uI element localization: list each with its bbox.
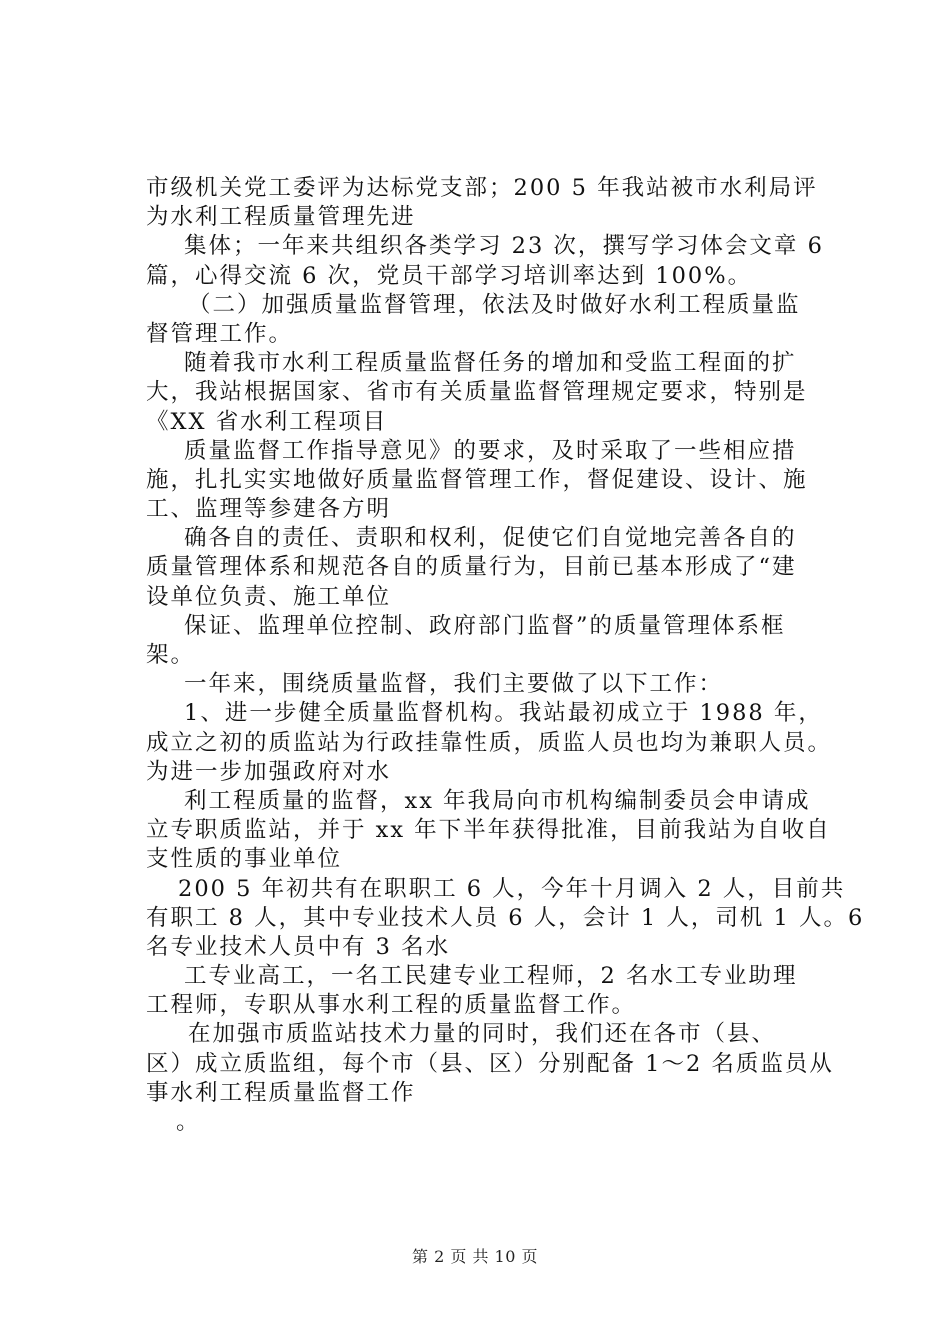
text-line: 质量管理体系和规范各自的质量行为，目前已基本形成了“建 bbox=[146, 554, 797, 581]
text-line: 《XX 省水利工程项目 bbox=[146, 408, 388, 435]
text-line: 工、监理等参建各方明 bbox=[146, 496, 392, 523]
text-line: 集体；一年来共组织各类学习 23 次，撰写学习体会文章 6 bbox=[184, 233, 824, 260]
text-line: 立专职质监站，并于 xx 年下半年获得批准，目前我站为自收自 bbox=[146, 817, 831, 844]
text-line: 有职工 8 人，其中专业技术人员 6 人，会计 1 人，司机 1 人。6 bbox=[146, 904, 865, 931]
text-line: 。 bbox=[176, 1109, 201, 1135]
text-line: 一年来，围绕质量监督，我们主要做了以下工作： bbox=[184, 671, 724, 698]
text-line: 区）成立质监组，每个市（县、区）分别配备 1～2 名质监员从 bbox=[146, 1050, 834, 1077]
text-line: 利工程质量的监督，xx 年我局向市机构编制委员会申请成 bbox=[184, 787, 811, 814]
text-line: 在加强市质监站技术力量的同时，我们还在各市（县、 bbox=[188, 1021, 777, 1048]
text-line: 事水利工程质量监督工作 bbox=[146, 1079, 416, 1106]
text-line: 支性质的事业单位 bbox=[146, 846, 343, 873]
text-line: 确各自的责任、责职和权利，促使它们自觉地完善各自的 bbox=[184, 525, 797, 552]
document-body bbox=[146, 174, 865, 1137]
text-line: 设单位负责、施工单位 bbox=[146, 583, 392, 610]
text-line: 成立之初的质监站为行政挂靠性质，质监人员也均为兼职人员。 bbox=[146, 729, 833, 756]
text-line: 大，我站根据国家、省市有关质量监督管理规定要求，特别是 bbox=[146, 379, 808, 406]
text-line: 随着我市水利工程质量监督任务的增加和受监工程面的扩 bbox=[184, 350, 797, 377]
text-line: 名专业技术人员中有 3 名水 bbox=[146, 933, 451, 960]
text-line: 篇，心得交流 6 次，党员干部学习培训率达到 100%。 bbox=[146, 262, 753, 289]
text-line: 工专业高工，一名工民建专业工程师，2 名水工专业助理 bbox=[184, 963, 798, 990]
text-line: 工程师，专职从事水利工程的质量监督工作。 bbox=[146, 992, 637, 1019]
text-line: 为水利工程质量管理先进 bbox=[146, 204, 416, 231]
text-line: 市级机关党工委评为达标党支部；200 5 年我站被市水利局评 bbox=[146, 175, 818, 201]
text-line: 架。 bbox=[146, 642, 196, 668]
text-line: 为进一步加强政府对水 bbox=[146, 758, 392, 785]
page-number-label: 第 2 页 共 10 页 bbox=[412, 1247, 538, 1266]
text-line: 督管理工作。 bbox=[146, 320, 294, 347]
text-line: （二）加强质量监督管理，依法及时做好水利工程质量监 bbox=[188, 291, 801, 318]
page-footer bbox=[0, 1244, 950, 1267]
text-line: 1、进一步健全质量监督机构。我站最初成立于 1988 年， bbox=[184, 700, 823, 727]
text-line: 200 5 年初共有在职职工 6 人，今年十月调入 2 人，目前共 bbox=[178, 875, 846, 902]
text-line: 施，扎扎实实地做好质量监督管理工作，督促建设、设计、施 bbox=[146, 466, 808, 493]
text-line: 质量监督工作指导意见》的要求，及时采取了一些相应措 bbox=[184, 437, 797, 464]
text-line: 保证、监理单位控制、政府部门监督”的质量管理体系框 bbox=[184, 612, 786, 639]
